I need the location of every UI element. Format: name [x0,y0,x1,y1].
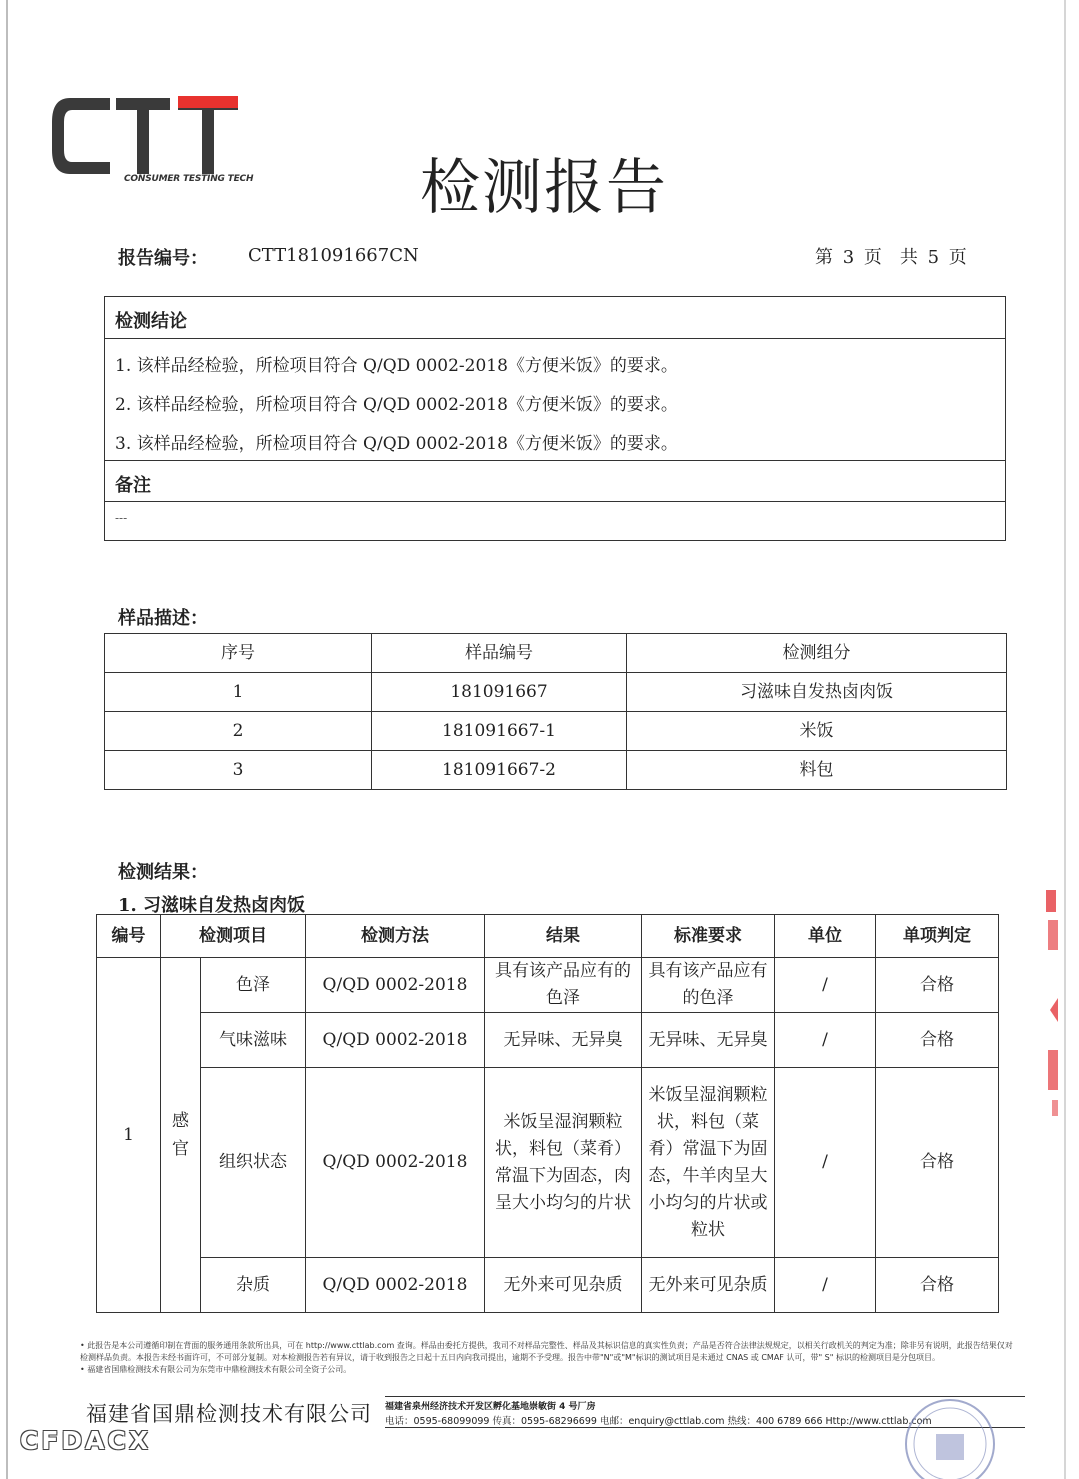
column-header: 单位 [775,915,876,958]
unit-cell: / [775,1258,876,1313]
table-header-row [97,915,999,958]
table-header-row [105,634,1007,673]
verdict-cell: 合格 [876,1013,999,1068]
company-contacts: 电话：0595-68099099 传真：0595-68296699 电邮：enquiry@cttlab.com 热线：400 6789 666 Http://www.cttlab.com [385,1416,932,1427]
sample-heading: 样品描述： [118,608,208,629]
verdict-cell: 合格 [876,1068,999,1258]
unit-cell: / [775,1013,876,1068]
table-row [97,1258,999,1313]
item-cell: 色泽 [201,958,306,1013]
unit-cell: / [775,1068,876,1258]
verdict-cell: 合格 [876,1258,999,1313]
verdict-cell: 合格 [876,958,999,1013]
standard-cell: 无外来可见杂质 [642,1258,775,1313]
column-header: 检测组分 [627,634,1007,673]
sample-table [104,633,1007,790]
table-cell: 料包 [627,751,1007,790]
table-row [97,1068,999,1258]
result-cell: 无外来可见杂质 [485,1258,642,1313]
standard-cell: 米饭呈湿润颗粒状，料包（菜肴）常温下为固态，牛羊肉呈大小均匀的片状或粒状 [642,1068,775,1258]
result-cell: 具有该产品应有的色泽 [485,958,642,1013]
table-cell: 3 [105,751,372,790]
footer-notes [80,1340,1020,1376]
table-cell: 1 [105,673,372,712]
conclusion-line: 1. 该样品经检验，所检项目符合 Q/QD 0002-2018《方便米饭》的要求。 [115,356,678,376]
results-table [96,914,999,1313]
column-header: 序号 [105,634,372,673]
method-cell: Q/QD 0002-2018 [306,1013,485,1068]
standard-cell: 具有该产品应有的色泽 [642,958,775,1013]
conclusion-line: 2. 该样品经检验，所检项目符合 Q/QD 0002-2018《方便米饭》的要求。 [115,395,678,415]
table-cell: 181091667-2 [372,751,627,790]
unit-cell: / [775,958,876,1013]
red-stamp-fragment [1042,890,1060,1120]
conclusion-line: 3. 该样品经检验，所检项目符合 Q/QD 0002-2018《方便米饭》的要求。 [115,434,678,454]
column-header: 标准要求 [642,915,775,958]
results-heading: 检测结果： [118,862,208,883]
company-address: 福建省泉州经济技术开发区孵化基地崇敏街 4 号厂房 [385,1402,596,1412]
group-name-cell: 感官 [161,958,201,1313]
result-cell: 无异味、无异臭 [485,1013,642,1068]
column-header: 样品编号 [372,634,627,673]
conclusion-box [104,296,1006,541]
table-cell: 181091667 [372,673,627,712]
remark-text: --- [115,511,128,525]
column-header: 结果 [485,915,642,958]
result-cell: 米饭呈湿润颗粒状，料包（菜肴）常温下为固态，肉呈大小均匀的片状 [485,1068,642,1258]
table-row [105,751,1007,790]
table-cell: 米饭 [627,712,1007,751]
document-title: 检测报告 [420,153,668,223]
results-subheading: 1. 习滋味自发热卤肉饭 [118,895,306,916]
remark-heading: 备注 [105,460,1005,502]
company-name: 福建省国鼎检测技术有限公司 [86,1402,372,1426]
column-header: 编号 [97,915,161,958]
method-cell: Q/QD 0002-2018 [306,1258,485,1313]
column-header: 检测方法 [306,915,485,958]
table-row [97,958,999,1013]
method-cell: Q/QD 0002-2018 [306,958,485,1013]
table-row [97,1013,999,1068]
table-row [105,673,1007,712]
report-number: CTT181091667CN [248,245,419,266]
table-cell: 习滋味自发热卤肉饭 [627,673,1007,712]
footer-note: • 福建省国鼎检测技术有限公司为东莞市中鼎检测技术有限公司全资子公司。 [80,1365,352,1374]
table-cell: 181091667-1 [372,712,627,751]
page-info: 第 3 页 共 5 页 [815,247,967,268]
item-cell: 组织状态 [201,1068,306,1258]
table-row [105,712,1007,751]
logo-tagline: CONSUMER TESTING TECH [124,174,254,184]
table-cell: 2 [105,712,372,751]
item-cell: 杂质 [201,1258,306,1313]
group-number-cell: 1 [97,958,161,1313]
standard-cell: 无异味、无异臭 [642,1013,775,1068]
report-number-label: 报告编号： [118,248,208,269]
certification-seal [900,1394,1000,1479]
item-cell: 气味滋味 [201,1013,306,1068]
watermark: CFDACX [20,1426,152,1455]
column-header: 检测项目 [161,915,306,958]
conclusion-heading: 检测结论 [105,297,1005,339]
method-cell: Q/QD 0002-2018 [306,1068,485,1258]
column-header: 单项判定 [876,915,999,958]
footer-note: • 此报告是本公司遵循印制在背面的服务通用条款所出具，可在 http://www.cttlab.com 查询。样品由委托方提供，我司不对样品完整性、样品及其标识信息的真实性负责；产品是否符合法律法规规定，以相关行政机关的判定为准；除非另有说明，此报告结果仅对检测样品负责。本报告未经书面许可，不可部分复制。对本检测报告若有异议，请于收到报告之日起十五日内向我司提出，逾期不予受理。报告中带"N"或"M"标识的测试项目是未通过 CNAS 或 CMAF 认可，带" S" 标识的检测项目是分包项目。 [80,1341,1013,1362]
